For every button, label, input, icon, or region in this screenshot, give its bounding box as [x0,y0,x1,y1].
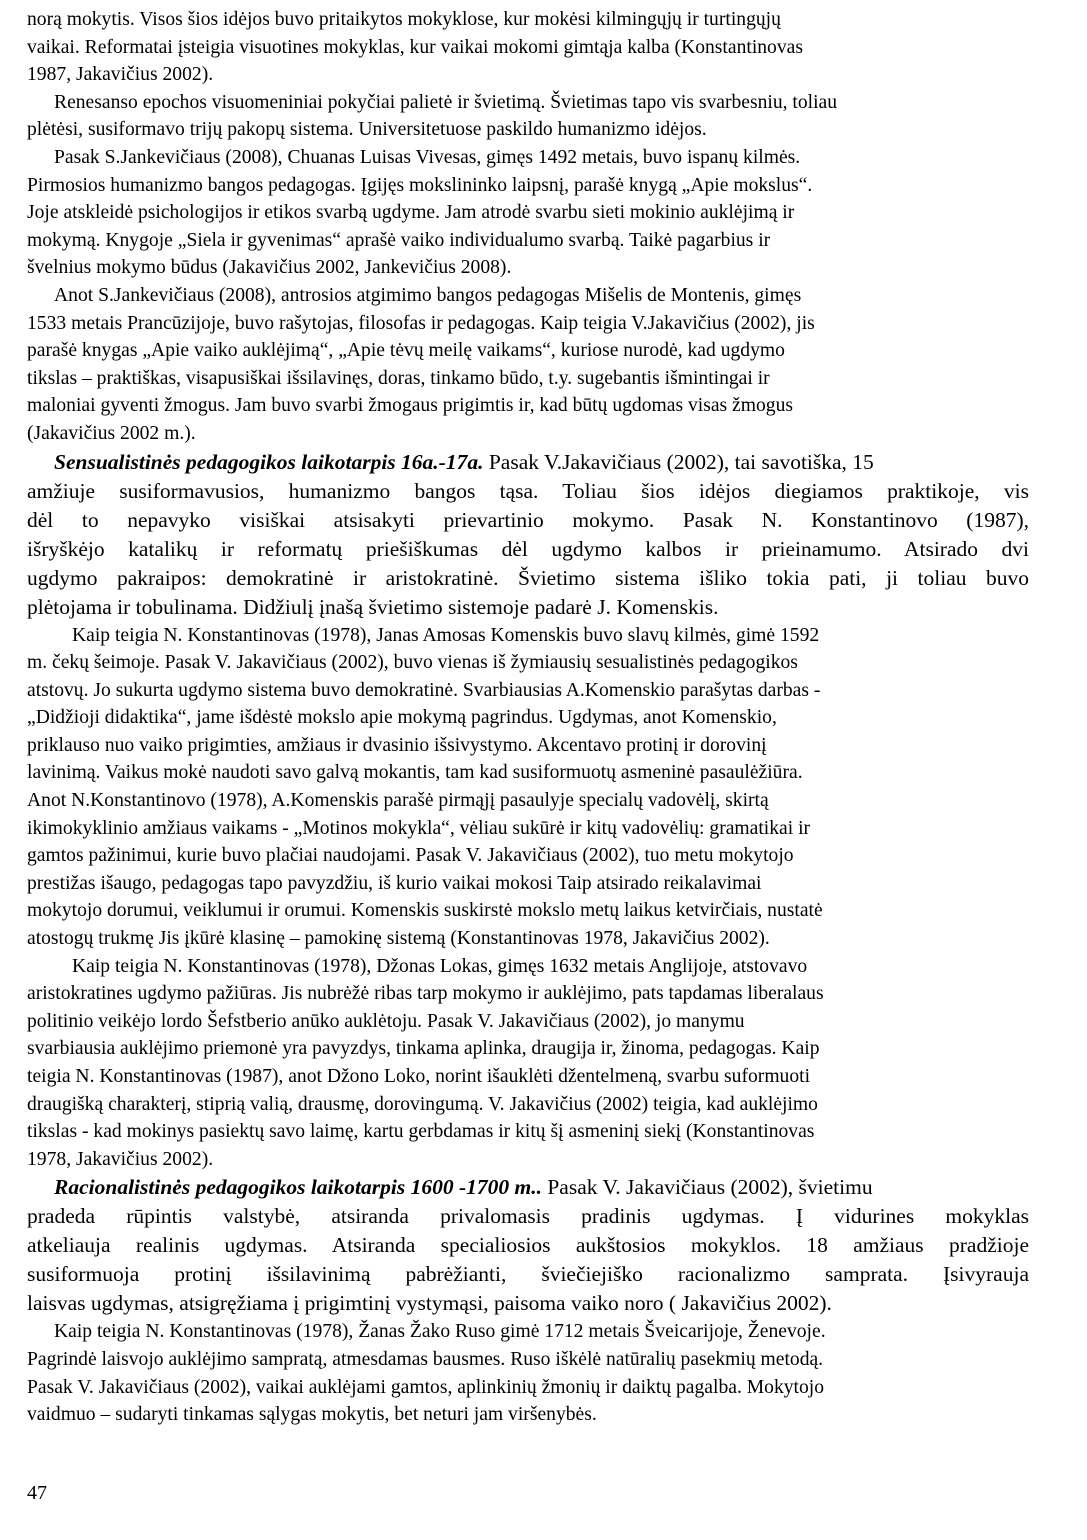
text-line: parašė knygas „Apie vaiko auklėjimą“, „Apie tėvų meilę vaikams“, kuriose nurodė, kad ugdymo [27,340,785,362]
text-line: Kaip teigia N. Konstantinovas (1978), Janas Amosas Komenskis buvo slavų kilmės, gimė 1592 [72,624,820,646]
text-line [27,448,1029,477]
text-line: lavinimą. Vaikus mokė naudoti savo galvą mokantis, tam kad susiformuotų asmeninė pasaulėžiūra. [27,762,803,784]
section-heading: Sensualistinės pedagogikos laikotarpis 16a.-17a. [54,449,484,474]
text-line: Renesanso epochos visuomeniniai pokyčiai palietė ir švietimą. Švietimas tapo vis svarbesniu, toliau [54,91,838,113]
text-line: vaidmuo – sudaryti tinkamas sąlygas mokytis, bet neturi jam viršenybės. [27,1404,597,1426]
text-line: teigia N. Konstantinovas (1987), anot Džono Loko, norint išauklėti džentelmeną, svarbu suformuoti [27,1066,811,1087]
paragraph-sensualist [27,448,1029,622]
text-line: vaikai. Reformatai įsteigia visuotines mokyklas, kur vaikai mokomi gimtąja kalba (Konstantinovas [27,36,803,58]
text-line: (Jakavičius 2002 m.). [27,422,196,444]
text-line: 1978, Jakavičius 2002). [27,1148,214,1170]
text-line: tikslas – praktiškas, visapusiškai išsilavinęs, doras, tinkamo būdo, t.y. sugebantis išmintingai ir [27,367,770,389]
paragraph-lokas [27,953,1029,1174]
heading-continuation: Pasak V.Jakavičiaus (2002), tai savotiška, 15 [483,449,874,474]
paragraph-renaissance [27,89,1029,144]
text-line: 1987, Jakavičius 2002). [27,64,214,86]
text-line: amžiuje susiformavusios, humanizmo bangos tąsa. Toliau šios idėjos diegiamos praktikoje, vis [27,478,1029,503]
text-line: mokymą. Knygoje „Siela ir gyvenimas“ aprašė vaiko individualumo svarbą. Taikė pagarbius ir [27,229,771,251]
text-line: plėtėsi, susiformavo trijų pakopų sistema. Universitetuose paskildo humanizmo idėjos. [27,119,707,141]
text-line: atstovų. Jo sukurta ugdymo sistema buvo demokratinė. Svarbiausias A.Komenskio parašytas darbas - [27,679,821,701]
text-line: gamtos pažinimui, kurie buvo plačiai naudojami. Pasak V. Jakavičiaus (2002), tuo metu mokytojo [27,845,794,867]
paragraph-montenis [27,282,1029,448]
paragraph-intro [27,6,1029,89]
text-line: laisvas ugdymas, atsigręžiama į prigimtinį vystymąsi, paisoma vaiko noro ( Jakavičius 2002). [27,1291,832,1316]
text-line: „Didžioji didaktika“, jame išdėstė mokslo apie mokymą pagrindus. Ugdymas, anot Komenskio, [27,707,777,729]
paragraph-vives [27,144,1029,282]
text-line: Pasak S.Jankevičiaus (2008), Chuanas Luisas Vivesas, gimęs 1492 metais, buvo ispanų kilmės. [54,146,801,168]
text-line: draugišką charakterį, stiprią valią, drausmę, dorovingumą. V. Jakavičius (2002) teigia, kad auklėjimo [27,1093,818,1115]
text-line: plėtojama ir tobulinama. Didžiulį įnašą švietimo sistemoje padarė J. Komenskis. [27,594,719,619]
section-heading: Racionalistinės pedagogikos laikotarpis 1600 -1700 m.. [54,1175,542,1200]
document-page [27,6,1029,1429]
text-line: priklauso nuo vaiko prigimties, amžiaus ir dvasinio išsivystymo. Akcentavo protinį ir dorovinį [27,734,767,756]
text-line: 1533 metais Prancūzijoje, buvo rašytojas, filosofas ir pedagogas. Kaip teigia V.Jakavičius (2002), jis [27,312,815,334]
text-line: Anot N.Konstantinovo (1978), A.Komenskis parašė pirmąjį pasaulyje specialų vadovėlį, skirtą [27,790,769,812]
text-line: aristokratines ugdymo pažiūras. Jis nubrėžė ribas tarp mokymo ir auklėjimo, pats tapdamas liberalaus [27,983,824,1005]
text-line: Anot S.Jankevičiaus (2008), antrosios atgimimo bangos pedagogas Mišelis de Montenis, gimęs [54,284,802,306]
text-line: atkeliauja realinis ugdymas. Atsiranda specialiosios aukštosios mokyklos. 18 amžiaus pradžioje [27,1233,1029,1258]
text-line: politinio veikėjo lordo Šefstberio anūko auklėtoju. Pasak V. Jakavičiaus (2002), jo manymu [27,1010,745,1032]
heading-continuation: Pasak V. Jakavičiaus (2002), švietimu [541,1175,873,1200]
text-line: švelnius mokymo būdus (Jakavičius 2002, Jankevičius 2008). [27,257,512,279]
text-line: išryškėjo katalikų ir reformatų priešiškumas dėl ugdymo kalbos ir prieinamumo. Atsirado dvi [27,536,1029,561]
text-line: Pirmosios humanizmo bangos pedagogas. Įgijęs mokslininko laipsnį, parašė knygą „Apie mokslus“. [27,174,813,196]
text-line: svarbiausia auklėjimo priemonė yra pavyzdys, tinkama aplinka, draugija ir, žinoma, pedagogas. Kaip [27,1038,820,1060]
text-line: ugdymo pakraipos: demokratinė ir aristokratinė. Švietimo sistema išliko tokia pati, ji toliau buvo [27,565,1029,590]
text-line: prestižas išaugo, pedagogas tapo pavyzdžiu, iš kurio vaikai mokosi Taip atsirado reikalavimai [27,872,762,894]
text-line: m. čekų šeimoje. Pasak V. Jakavičiaus (2002), buvo vienas iš žymiausių sesualistinės pedagogikos [27,652,798,674]
paragraph-ruso [27,1318,1029,1428]
text-line: maloniai gyventi žmogus. Jam buvo svarbi žmogaus prigimtis ir, kad būtų ugdomas visas žmogus [27,395,794,417]
text-line: mokytojo dorumui, veiklumui ir orumui. Komenskis suskirstė mokslo metų laikus ketvirčiais, nustatė [27,900,823,922]
page-number: 47 [27,1482,47,1504]
paragraph-komenskis [27,622,1029,953]
text-line: susiformuoja protinį išsilavinimą pabrėžianti, šviečiejiško racionalizmo samprata. Įsivyrauja [27,1262,1029,1287]
text-line: Kaip teigia N. Konstantinovas (1978), Džonas Lokas, gimęs 1632 metais Anglijoje, atstovavo [72,955,808,977]
text-line [27,1173,1029,1202]
text-line: ikimokyklinio amžiaus vaikams - „Motinos mokykla“, vėliau sukūrė ir kitų vadovėlių: gramatikai ir [27,817,811,839]
text-line: Joje atskleidė psichologijos ir etikos svarbą ugdyme. Jam atrodė svarbu sieti mokinio auklėjimą ir [27,202,795,224]
text-line: dėl to nepavyko visiškai atsisakyti prievartinio mokymo. Pasak N. Konstantinovo (1987), [27,507,1029,532]
text-line: norą mokytis. Visos šios idėjos buvo pritaikytos mokyklose, kur mokėsi kilmingųjų ir turtingųjų [27,9,781,30]
text-line: Pagrindė laisvojo auklėjimo sampratą, atmesdamas bausmes. Ruso iškėlė natūralių pasekmių metodą. [27,1348,824,1370]
text-line: tikslas - kad mokinys pasiektų savo laimę, kartu gerbdamas ir kitų šį asmeninį siekį (Konstantinovas [27,1121,815,1143]
text-line: Pasak V. Jakavičiaus (2002), vaikai auklėjami gamtos, aplinkinių žmonių ir daiktų pagalba. Mokytojo [27,1376,825,1398]
paragraph-rationalist [27,1173,1029,1318]
text-line: Kaip teigia N. Konstantinovas (1978), Žanas Žako Ruso gimė 1712 metais Šveicarijoje, Ženevoje. [54,1321,826,1343]
text-line: atostogų trukmę Jis įkūrė klasinę – pamokinę sistemą (Konstantinovas 1978, Jakavičius 2002). [27,928,770,950]
text-line: pradeda rūpintis valstybė, atsiranda privalomasis pradinis ugdymas. Į vidurines mokyklas [27,1204,1029,1229]
